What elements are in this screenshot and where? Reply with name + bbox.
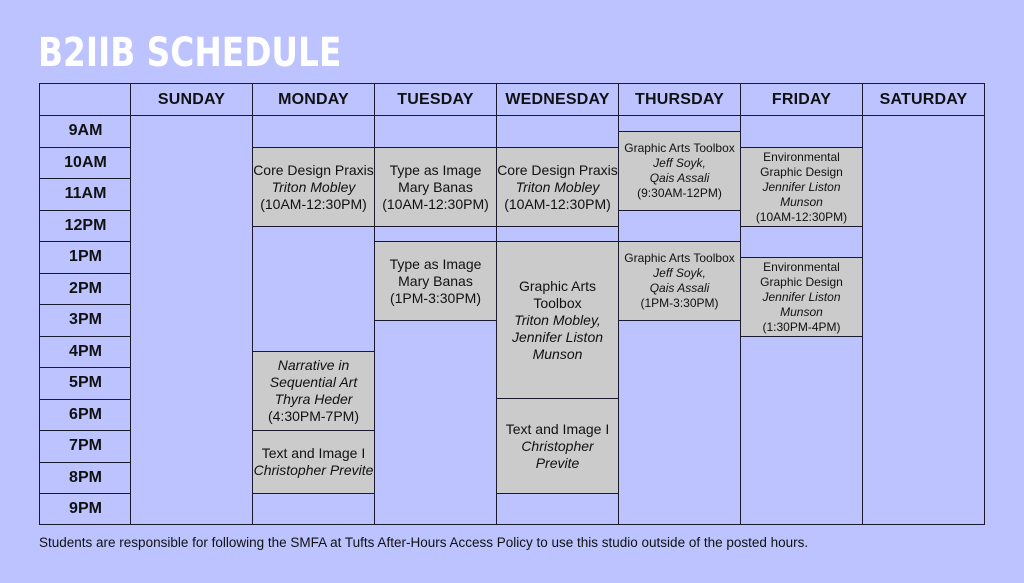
instructor-name: Jennifer Liston Munson	[762, 179, 841, 209]
course-name: Type as Image	[389, 161, 482, 178]
time-label: 9AM	[68, 121, 103, 139]
course-name: Text and Image I	[261, 445, 366, 461]
instructor-name: Jennifer Liston Munson	[762, 289, 841, 319]
class-block	[374, 147, 497, 227]
class-block	[618, 241, 741, 321]
instructor-name: Triton Mobley	[515, 178, 600, 195]
instructor-name: Mary Banas	[398, 272, 473, 289]
class-time: (10AM-12:30PM)	[755, 209, 848, 224]
page-title: B2IIB SCHEDULE	[38, 30, 342, 76]
class-block	[496, 147, 619, 227]
instructor-name: Triton Mobley	[271, 178, 356, 195]
day-header-tuesday: TUESDAY	[397, 90, 474, 108]
class-time: (1:30PM-4PM)	[762, 319, 841, 334]
class-time: (10AM-12:30PM)	[382, 195, 489, 212]
course-name: Graphic Arts Toolbox	[518, 277, 597, 311]
class-time: (10AM-12:30PM)	[260, 195, 367, 212]
time-label: 11AM	[64, 184, 107, 202]
course-name: Core Design Praxis	[497, 161, 618, 178]
class-block	[252, 430, 375, 494]
course-name: Graphic Arts Toolbox	[624, 141, 735, 155]
time-label: 1PM	[69, 247, 102, 265]
instructor-name: Thyra Heder	[274, 391, 353, 407]
day-header-wednesday: WEDNESDAY	[505, 90, 610, 108]
course-name: Text and Image I	[505, 420, 610, 437]
time-label: 2PM	[69, 279, 102, 297]
course-name: Type as Image	[389, 255, 482, 272]
time-label: 4PM	[69, 342, 102, 360]
instructor-name: Jeff Soyk, Qais Assali	[649, 156, 710, 185]
time-label: 8PM	[69, 468, 102, 486]
class-time: (1PM-3:30PM)	[389, 289, 482, 306]
class-time: (10AM-12:30PM)	[504, 195, 611, 212]
class-block	[374, 241, 497, 321]
footer-note: Students are responsible for following the SMFA at Tufts After-Hours Access Policy to use this studio outside of the posted hours.	[39, 535, 809, 550]
day-header-friday: FRIDAY	[771, 90, 832, 108]
time-label: 10AM	[64, 153, 107, 171]
day-header-sunday: SUNDAY	[157, 90, 226, 108]
class-block	[252, 147, 375, 227]
time-label: 12PM	[64, 216, 107, 234]
class-time: (9:30AM-12PM)	[637, 186, 722, 200]
day-header-thursday: THURSDAY	[634, 90, 725, 108]
instructor-name: Christopher Previte	[253, 462, 374, 478]
class-block	[496, 241, 619, 399]
class-block	[740, 257, 863, 337]
class-block	[496, 398, 619, 494]
class-block	[740, 147, 863, 227]
time-label: 6PM	[69, 405, 102, 423]
time-label: 5PM	[69, 373, 102, 391]
day-header-monday: MONDAY	[278, 90, 349, 108]
class-time: (1PM-3:30PM)	[640, 296, 719, 310]
course-name: Core Design Praxis	[253, 161, 374, 178]
class-block	[252, 351, 375, 431]
course-name: Graphic Arts Toolbox	[624, 251, 735, 265]
instructor-name: Mary Banas	[398, 178, 473, 195]
schedule-grid	[39, 83, 985, 525]
instructor-name: Christopher Previte	[521, 437, 594, 471]
day-header-saturday: SATURDAY	[879, 90, 968, 108]
time-label: 3PM	[69, 310, 102, 328]
instructor-name: Triton Mobley, Jennifer Liston Munson	[511, 311, 604, 362]
time-label: 7PM	[69, 436, 102, 454]
time-label: 9PM	[69, 499, 102, 517]
class-time: (4:30PM-7PM)	[267, 408, 360, 424]
course-name: Environmental Graphic Design	[760, 259, 843, 289]
header-divider	[40, 115, 984, 116]
course-name: Environmental Graphic Design	[760, 149, 843, 179]
course-name: Narrative in Sequential Art	[269, 357, 358, 390]
instructor-name: Jeff Soyk, Qais Assali	[649, 266, 710, 295]
class-block	[618, 131, 741, 211]
